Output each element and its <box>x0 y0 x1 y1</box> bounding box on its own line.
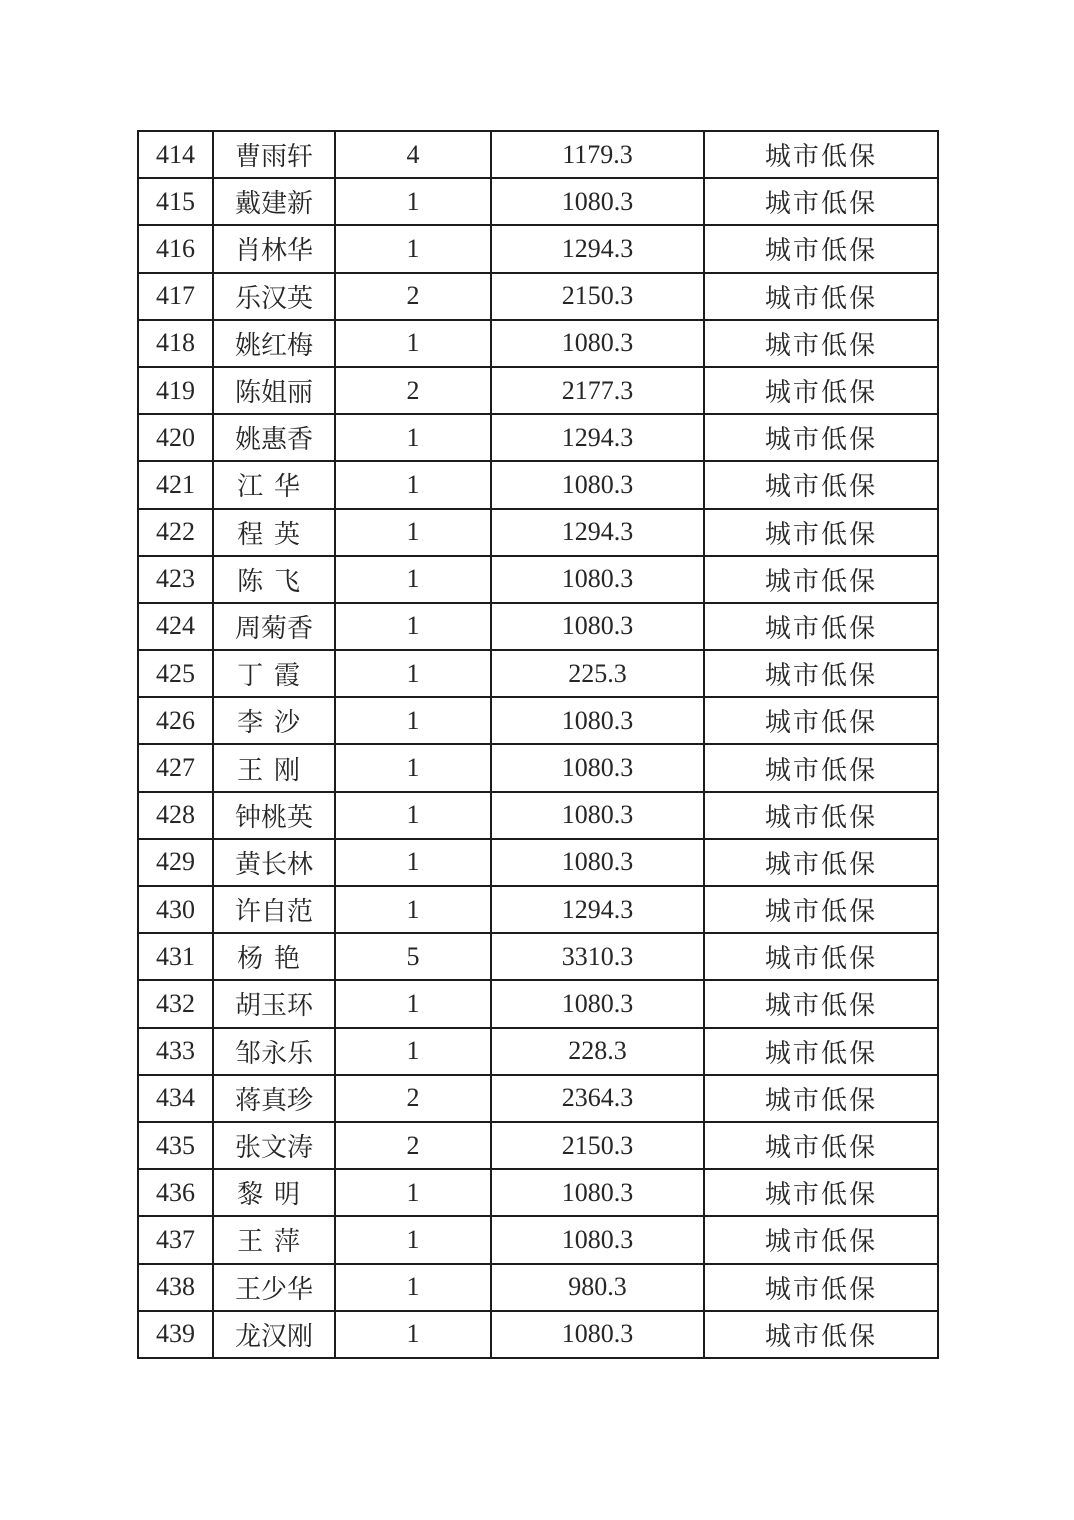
cell-person-name: 姚惠香 <box>213 414 335 461</box>
cell-subsidy-type: 城市低保 <box>704 1028 938 1075</box>
cell-member-count: 1 <box>335 556 491 603</box>
roster-table-body <box>138 131 938 1358</box>
cell-subsidy-type: 城市低保 <box>704 933 938 980</box>
cell-row-number: 438 <box>138 1264 213 1311</box>
cell-amount: 3310.3 <box>491 933 704 980</box>
cell-amount: 1080.3 <box>491 178 704 225</box>
table-row <box>138 1122 938 1169</box>
cell-amount: 1179.3 <box>491 131 704 178</box>
cell-person-name: 龙汉刚 <box>213 1311 335 1358</box>
cell-person-name: 钟桃英 <box>213 792 335 839</box>
table-row <box>138 320 938 367</box>
cell-row-number: 439 <box>138 1311 213 1358</box>
table-row <box>138 225 938 272</box>
cell-row-number: 415 <box>138 178 213 225</box>
cell-row-number: 417 <box>138 273 213 320</box>
welfare-roster-table <box>137 130 939 1359</box>
cell-person-name: 程英 <box>213 509 335 556</box>
cell-person-name: 姚红梅 <box>213 320 335 367</box>
cell-row-number: 425 <box>138 650 213 697</box>
table-row <box>138 933 938 980</box>
cell-person-name: 肖林华 <box>213 225 335 272</box>
cell-member-count: 1 <box>335 603 491 650</box>
cell-subsidy-type: 城市低保 <box>704 1311 938 1358</box>
cell-member-count: 1 <box>335 744 491 791</box>
cell-member-count: 2 <box>335 1122 491 1169</box>
cell-amount: 1080.3 <box>491 839 704 886</box>
cell-person-name: 黄长林 <box>213 839 335 886</box>
table-row <box>138 556 938 603</box>
table-row <box>138 1028 938 1075</box>
table-row <box>138 839 938 886</box>
cell-amount: 1080.3 <box>491 556 704 603</box>
cell-row-number: 430 <box>138 886 213 933</box>
table-row <box>138 509 938 556</box>
table-row <box>138 744 938 791</box>
cell-member-count: 1 <box>335 1264 491 1311</box>
cell-subsidy-type: 城市低保 <box>704 980 938 1027</box>
cell-amount: 1080.3 <box>491 320 704 367</box>
cell-subsidy-type: 城市低保 <box>704 273 938 320</box>
cell-member-count: 4 <box>335 131 491 178</box>
cell-subsidy-type: 城市低保 <box>704 367 938 414</box>
table-row <box>138 650 938 697</box>
table-row <box>138 697 938 744</box>
cell-subsidy-type: 城市低保 <box>704 1169 938 1216</box>
table-row <box>138 414 938 461</box>
cell-member-count: 2 <box>335 273 491 320</box>
cell-amount: 2177.3 <box>491 367 704 414</box>
cell-amount: 980.3 <box>491 1264 704 1311</box>
cell-person-name: 李沙 <box>213 697 335 744</box>
cell-person-name: 陈姐丽 <box>213 367 335 414</box>
table-row <box>138 1264 938 1311</box>
cell-subsidy-type: 城市低保 <box>704 131 938 178</box>
cell-member-count: 1 <box>335 178 491 225</box>
cell-member-count: 2 <box>335 1075 491 1122</box>
cell-person-name: 乐汉英 <box>213 273 335 320</box>
cell-row-number: 418 <box>138 320 213 367</box>
cell-amount: 228.3 <box>491 1028 704 1075</box>
cell-subsidy-type: 城市低保 <box>704 650 938 697</box>
cell-row-number: 419 <box>138 367 213 414</box>
cell-row-number: 432 <box>138 980 213 1027</box>
cell-person-name: 江华 <box>213 461 335 508</box>
table-row <box>138 461 938 508</box>
cell-person-name: 张文涛 <box>213 1122 335 1169</box>
cell-member-count: 1 <box>335 320 491 367</box>
table-row <box>138 178 938 225</box>
cell-member-count: 1 <box>335 509 491 556</box>
cell-row-number: 414 <box>138 131 213 178</box>
cell-amount: 1080.3 <box>491 744 704 791</box>
cell-row-number: 435 <box>138 1122 213 1169</box>
cell-person-name: 杨艳 <box>213 933 335 980</box>
cell-row-number: 427 <box>138 744 213 791</box>
cell-amount: 225.3 <box>491 650 704 697</box>
cell-member-count: 1 <box>335 980 491 1027</box>
table-row <box>138 1216 938 1263</box>
cell-subsidy-type: 城市低保 <box>704 461 938 508</box>
cell-member-count: 1 <box>335 414 491 461</box>
cell-subsidy-type: 城市低保 <box>704 697 938 744</box>
cell-subsidy-type: 城市低保 <box>704 886 938 933</box>
cell-person-name: 胡玉环 <box>213 980 335 1027</box>
cell-row-number: 436 <box>138 1169 213 1216</box>
cell-amount: 2364.3 <box>491 1075 704 1122</box>
cell-subsidy-type: 城市低保 <box>704 792 938 839</box>
cell-row-number: 433 <box>138 1028 213 1075</box>
cell-person-name: 王萍 <box>213 1216 335 1263</box>
cell-amount: 1294.3 <box>491 509 704 556</box>
cell-person-name: 许自范 <box>213 886 335 933</box>
cell-member-count: 1 <box>335 792 491 839</box>
cell-amount: 1080.3 <box>491 1216 704 1263</box>
table-row <box>138 367 938 414</box>
cell-subsidy-type: 城市低保 <box>704 320 938 367</box>
cell-person-name: 蒋真珍 <box>213 1075 335 1122</box>
cell-member-count: 1 <box>335 461 491 508</box>
cell-member-count: 2 <box>335 367 491 414</box>
cell-person-name: 丁霞 <box>213 650 335 697</box>
cell-subsidy-type: 城市低保 <box>704 1122 938 1169</box>
cell-subsidy-type: 城市低保 <box>704 414 938 461</box>
cell-subsidy-type: 城市低保 <box>704 744 938 791</box>
cell-member-count: 1 <box>335 225 491 272</box>
cell-member-count: 1 <box>335 839 491 886</box>
table-row <box>138 1169 938 1216</box>
cell-row-number: 422 <box>138 509 213 556</box>
cell-amount: 1294.3 <box>491 886 704 933</box>
cell-row-number: 420 <box>138 414 213 461</box>
cell-amount: 1080.3 <box>491 697 704 744</box>
cell-row-number: 428 <box>138 792 213 839</box>
cell-amount: 1080.3 <box>491 980 704 1027</box>
cell-amount: 2150.3 <box>491 1122 704 1169</box>
cell-amount: 1080.3 <box>491 792 704 839</box>
cell-subsidy-type: 城市低保 <box>704 509 938 556</box>
cell-row-number: 421 <box>138 461 213 508</box>
cell-subsidy-type: 城市低保 <box>704 603 938 650</box>
table-row <box>138 1311 938 1358</box>
table-row <box>138 1075 938 1122</box>
cell-subsidy-type: 城市低保 <box>704 1075 938 1122</box>
cell-person-name: 邹永乐 <box>213 1028 335 1075</box>
cell-amount: 1294.3 <box>491 225 704 272</box>
cell-subsidy-type: 城市低保 <box>704 556 938 603</box>
table-row <box>138 792 938 839</box>
cell-member-count: 1 <box>335 1169 491 1216</box>
cell-row-number: 423 <box>138 556 213 603</box>
cell-member-count: 1 <box>335 697 491 744</box>
cell-member-count: 1 <box>335 886 491 933</box>
cell-subsidy-type: 城市低保 <box>704 1264 938 1311</box>
cell-person-name: 陈飞 <box>213 556 335 603</box>
cell-row-number: 416 <box>138 225 213 272</box>
cell-row-number: 424 <box>138 603 213 650</box>
table-row <box>138 886 938 933</box>
table-row <box>138 603 938 650</box>
cell-amount: 1080.3 <box>491 603 704 650</box>
cell-subsidy-type: 城市低保 <box>704 1216 938 1263</box>
cell-person-name: 戴建新 <box>213 178 335 225</box>
cell-member-count: 5 <box>335 933 491 980</box>
table-row <box>138 131 938 178</box>
table-row <box>138 980 938 1027</box>
cell-person-name: 王少华 <box>213 1264 335 1311</box>
cell-amount: 1080.3 <box>491 1169 704 1216</box>
cell-member-count: 1 <box>335 650 491 697</box>
cell-row-number: 434 <box>138 1075 213 1122</box>
cell-subsidy-type: 城市低保 <box>704 225 938 272</box>
cell-person-name: 王刚 <box>213 744 335 791</box>
cell-amount: 1080.3 <box>491 1311 704 1358</box>
cell-subsidy-type: 城市低保 <box>704 178 938 225</box>
table-row <box>138 273 938 320</box>
cell-member-count: 1 <box>335 1216 491 1263</box>
cell-row-number: 431 <box>138 933 213 980</box>
cell-amount: 1294.3 <box>491 414 704 461</box>
cell-row-number: 429 <box>138 839 213 886</box>
cell-person-name: 曹雨轩 <box>213 131 335 178</box>
cell-subsidy-type: 城市低保 <box>704 839 938 886</box>
cell-person-name: 黎明 <box>213 1169 335 1216</box>
cell-row-number: 426 <box>138 697 213 744</box>
cell-person-name: 周菊香 <box>213 603 335 650</box>
cell-member-count: 1 <box>335 1311 491 1358</box>
cell-amount: 1080.3 <box>491 461 704 508</box>
cell-member-count: 1 <box>335 1028 491 1075</box>
cell-amount: 2150.3 <box>491 273 704 320</box>
cell-row-number: 437 <box>138 1216 213 1263</box>
